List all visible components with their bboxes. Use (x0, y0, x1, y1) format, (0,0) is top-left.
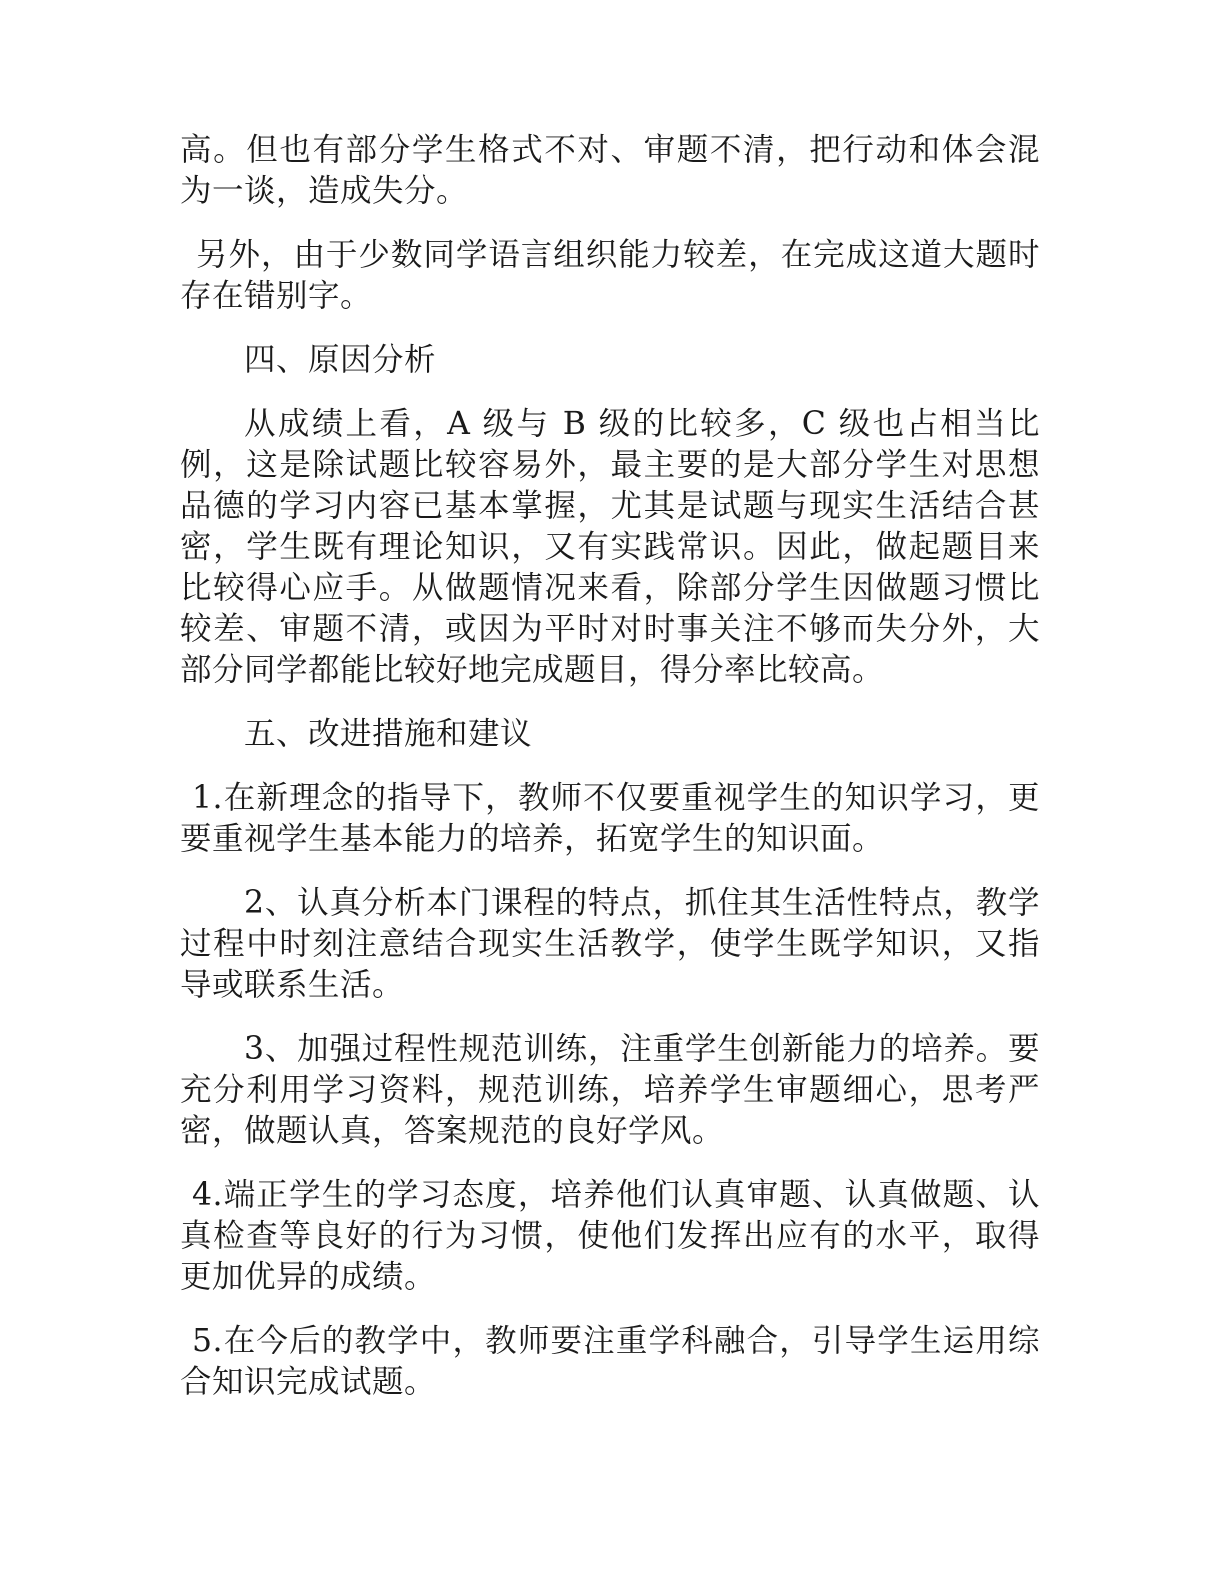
document-page (180, 130, 1040, 1426)
list-item-3: 3、加强过程性规范训练，注重学生创新能力的培养。要充分利用学习资料，规范训练，培养学生审题细心，思考严密，做题认真，答案规范的良好学风。 (180, 1031, 1040, 1149)
paragraph-cause-analysis: 从成绩上看，A 级与 B 级的比较多，C 级也占相当比例，这是除试题比较容易外，最主要的是大部分学生对思想品德的学习内容已基本掌握，尤其是试题与现实生活结合甚密，学生既有理论知识，又有实践常识。因此，做起题目来比较得心应手。从做题情况来看，除部分学生因做题习惯比较差、审题不清，或因为平时对时事关注不够而失分外，大部分同学都能比较好地完成题目，得分率比较高。 (180, 406, 1040, 688)
list-item-2: 2、认真分析本门课程的特点，抓住其生活性特点，教学过程中时刻注意结合现实生活教学，使学生既学知识，又指导或联系生活。 (180, 885, 1040, 1003)
paragraph-continuation: 高。但也有部分学生格式不对、审题不清，把行动和体会混为一谈，造成失分。 (180, 132, 1040, 209)
list-item-4: 4.端正学生的学习态度，培养他们认真审题、认真做题、认真检查等良好的行为习惯，使他们发挥出应有的水平，取得更加优异的成绩。 (180, 1177, 1040, 1295)
paragraph-typos: 另外，由于少数同学语言组织能力较差，在完成这道大题时存在错别字。 (180, 237, 1040, 314)
list-item-1: 1.在新理念的指导下，教师不仅要重视学生的知识学习，更要重视学生基本能力的培养，拓宽学生的知识面。 (180, 780, 1040, 857)
section-heading-improvements: 五、改进措施和建议 (244, 716, 533, 752)
section-heading-cause-analysis: 四、原因分析 (244, 342, 437, 378)
list-item-5: 5.在今后的教学中，教师要注重学科融合，引导学生运用综合知识完成试题。 (180, 1323, 1040, 1400)
